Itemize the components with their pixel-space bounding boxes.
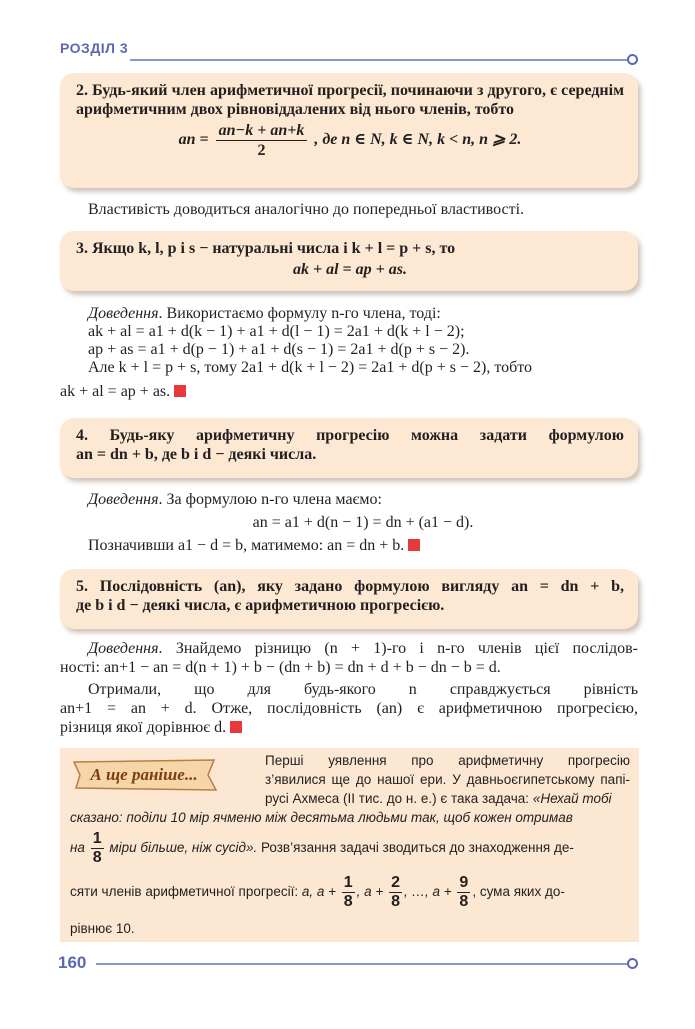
banner-text: А ще раніше... bbox=[90, 765, 198, 784]
fraction-denominator: 8 bbox=[459, 893, 469, 910]
history-quote: сказано: поділи 10 мір ячменю між десятьма людьми так, щоб кожен отримав bbox=[70, 810, 573, 825]
footer-rule bbox=[96, 963, 628, 965]
proof-5-line-5 bbox=[60, 719, 610, 737]
section-label: РОЗДІЛ 3 bbox=[60, 40, 129, 56]
fraction-numerator: 1 bbox=[92, 830, 102, 847]
after-property-2: Властивість доводиться аналогічно до попередньої властивості. bbox=[88, 201, 525, 218]
proof-line: різниця якої дорівнює d. bbox=[60, 719, 227, 736]
proof-5-line-4: an+1 = an + d. Отже, послідовність (an) є арифметичною прогресією, bbox=[60, 700, 638, 717]
proof-5-line-2: ності: an+1 − an = d(n + 1) + b − (dn + b) = dn + d + b − dn − b = d. bbox=[60, 659, 501, 676]
formula-lhs: an = bbox=[178, 131, 209, 149]
property-box-4 bbox=[60, 418, 638, 478]
history-text: , сума яких до- bbox=[472, 884, 565, 900]
history-line-7: рівнює 10. bbox=[70, 921, 135, 936]
property-box-5 bbox=[60, 569, 638, 629]
proof-label: Доведення bbox=[88, 305, 159, 322]
page-number: 160 bbox=[58, 953, 87, 972]
end-of-proof-marker bbox=[230, 721, 242, 733]
history-text: русі Ахмеса (ІІ тис. до н. е.) є така задача: bbox=[265, 791, 533, 806]
proof-line: ak + al = ap + as. bbox=[60, 383, 171, 400]
proof-5-line-1 bbox=[88, 640, 638, 658]
history-line-6 bbox=[70, 874, 565, 911]
fraction-numerator: an−k + an+k bbox=[216, 121, 308, 141]
fraction-numerator: 9 bbox=[459, 874, 469, 891]
history-fraction bbox=[342, 874, 355, 911]
proof-line: Позначивши a1 − d = b, матимемо: an = dn + b. bbox=[88, 537, 405, 554]
end-of-proof-marker bbox=[408, 539, 420, 551]
proof-3-end bbox=[60, 383, 610, 401]
property-2-formula bbox=[76, 121, 624, 160]
property-3-formula bbox=[76, 260, 624, 279]
proof-label: Доведення bbox=[88, 640, 159, 657]
end-of-proof-marker bbox=[174, 385, 186, 397]
fraction-denominator: 2 bbox=[257, 142, 266, 159]
property-2-text: 2. Будь-який член арифметичної прогресії, починаючи з другого, є середнім арифметичним двох рівновіддалених від нього членів, тобто bbox=[76, 82, 624, 118]
property-5-text: 5. Послідовність (an), яку задано формулою вигляду an = dn + b, bbox=[76, 578, 624, 595]
proof-text: . Використаємо формулу n-го члена, тоді: bbox=[158, 305, 441, 322]
property-4-text: 4. Будь-яку арифметичну прогресію можна задати формулою bbox=[76, 427, 624, 444]
history-fraction bbox=[389, 874, 402, 911]
history-box bbox=[60, 748, 639, 942]
footer-rule-end-circle bbox=[627, 958, 638, 969]
fraction-numerator: 2 bbox=[391, 874, 400, 891]
header-rule-end-circle bbox=[627, 54, 638, 65]
proof-4 bbox=[88, 491, 638, 555]
fraction-denominator: 8 bbox=[92, 849, 102, 866]
history-line-3 bbox=[265, 790, 612, 807]
proof-line: ap + as = a1 + d(p − 1) + a1 + d(s − 1) = 2a1 + d(p + s − 2). bbox=[88, 341, 470, 358]
history-line-5 bbox=[70, 830, 574, 867]
header-rule bbox=[130, 59, 628, 61]
history-quote: «Нехай тобі bbox=[532, 791, 612, 806]
property-4-text-2: an = dn + b, де b і d − деякі числа. bbox=[76, 446, 317, 463]
history-fraction bbox=[457, 874, 470, 911]
proof-formula: an = a1 + d(n − 1) = dn + (a1 − d). bbox=[252, 514, 474, 531]
history-banner bbox=[68, 758, 220, 792]
property-3-text: 3. Якщо k, l, p і s − натуральні числа і k + l = p + s, то bbox=[76, 240, 456, 257]
proof-text: . За формулою n-го члена маємо: bbox=[158, 491, 382, 508]
history-line-4 bbox=[70, 809, 573, 826]
fraction-numerator: 1 bbox=[343, 874, 353, 891]
proof-5-line-3: Отримали, що для будь-якого n справджується рівність bbox=[88, 681, 638, 698]
history-text: сяти членів арифметичної прогресії: bbox=[70, 884, 299, 900]
history-fraction bbox=[91, 830, 104, 867]
proof-3 bbox=[88, 305, 638, 377]
history-quote: міри більше, ніж сусід». bbox=[109, 840, 258, 856]
property-box-2 bbox=[60, 73, 638, 188]
proof-text: . Знайдемо різницю (n + 1)-го і n-го членів цієї послідов- bbox=[158, 640, 638, 657]
proof-label: Доведення bbox=[88, 491, 159, 508]
history-quote: на bbox=[70, 840, 85, 856]
property-box-3 bbox=[60, 231, 638, 291]
history-math: a, a + bbox=[301, 884, 336, 900]
history-line-2: з’явилися ще до нашої ери. У давньоєгипетському папі- bbox=[265, 772, 630, 787]
fraction-denominator: 8 bbox=[391, 893, 400, 910]
property-5-text-2: де b і d − деякі числа, є арифметичною прогресією. bbox=[76, 597, 445, 614]
formula-rhs: , де n ∈ N, k ∈ N, k < n, n ⩾ 2. bbox=[314, 131, 522, 149]
history-math: , a + bbox=[356, 884, 384, 900]
history-line-1: Перші уявлення про арифметичну прогресію bbox=[265, 753, 630, 768]
formula: ak + al = ap + as. bbox=[292, 261, 408, 278]
fraction-denominator: 8 bbox=[343, 893, 353, 910]
formula-fraction bbox=[216, 121, 308, 160]
history-math: , …, a + bbox=[404, 884, 452, 900]
proof-line: Але k + l = p + s, тому 2a1 + d(k + l − 2) = 2a1 + d(p + s − 2), тобто bbox=[88, 359, 533, 376]
proof-line: ak + al = a1 + d(k − 1) + a1 + d(l − 1) = 2a1 + d(k + l − 2); bbox=[88, 323, 465, 340]
history-text: Розв’язання задачі зводиться до знаходження де- bbox=[257, 840, 574, 856]
